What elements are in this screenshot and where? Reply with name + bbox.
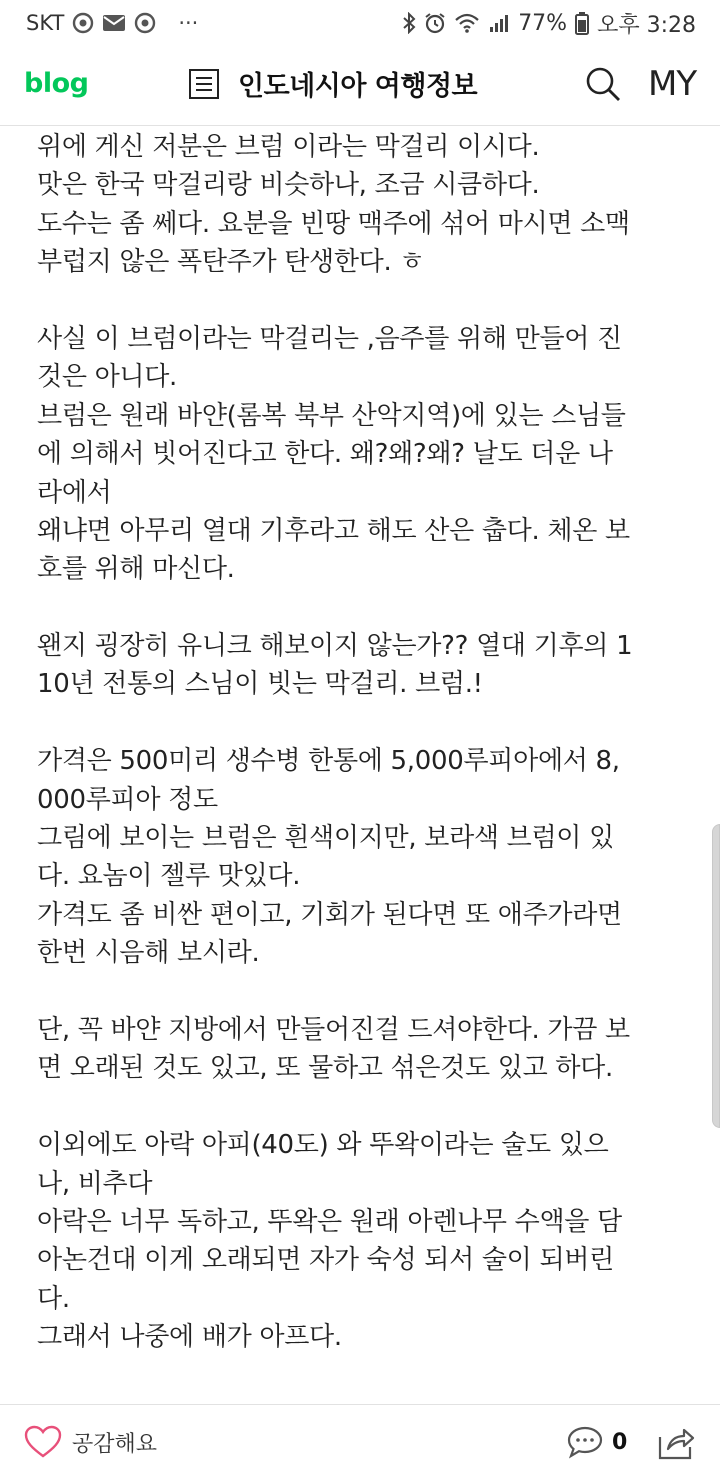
post-line: 10년 전통의 스님이 빗는 막걸리. 브럼.! <box>37 669 483 700</box>
comment-icon <box>566 1425 604 1459</box>
wifi-icon <box>454 12 480 34</box>
post-line: 부럽지 않은 폭탄주가 탄생한다. ㅎ <box>37 247 425 278</box>
like-label: 공감해요 <box>72 1431 158 1457</box>
alarm-icon <box>424 12 446 34</box>
chrome-notification-icon-2 <box>134 12 156 34</box>
bluetooth-icon <box>402 12 416 34</box>
like-button[interactable] <box>24 1425 157 1459</box>
comment-count: 0 <box>612 1429 628 1455</box>
more-notifications-icon: ··· <box>178 10 199 35</box>
post-line: 한번 시음해 보시라. <box>37 938 260 969</box>
post-line: 다. 요놈이 젤루 맛있다. <box>37 861 301 892</box>
clock: 오후 3:28 <box>597 12 696 38</box>
scrollbar-thumb[interactable] <box>712 824 720 1128</box>
post-line: 가격도 좀 비싼 편이고, 기회가 된다면 또 애주가라면 <box>37 899 622 930</box>
post-line: 라에서 <box>37 477 112 508</box>
blog-title-link[interactable] <box>188 64 477 103</box>
post-line: 사실 이 브럼이라는 막걸리는 ,음주를 위해 만들어 진 <box>37 323 622 354</box>
signal-icon <box>488 12 510 34</box>
post-line: 면 오래된 것도 있고, 또 물하고 섞은것도 있고 하다. <box>37 1053 613 1084</box>
comment-button[interactable] <box>566 1425 627 1459</box>
carrier-label: SKT <box>26 11 65 35</box>
battery-icon <box>575 11 589 35</box>
share-icon[interactable] <box>656 1425 696 1461</box>
blank-line <box>37 589 687 627</box>
status-bar <box>0 0 720 46</box>
post-line: 000루피아 정도 <box>37 784 218 815</box>
blog-logo[interactable]: blog <box>24 68 89 99</box>
battery-percent: 77% <box>518 10 568 36</box>
mail-notification-icon <box>102 13 126 33</box>
blank-line <box>37 282 687 320</box>
post-line: 맛은 한국 막걸리랑 비슷하나, 조금 시큼하다. <box>37 170 540 201</box>
page-title: 인도네시아 여행정보 <box>238 71 478 102</box>
blank-line <box>37 1088 687 1126</box>
heart-icon <box>24 1425 62 1459</box>
post-line: 그림에 보이는 브럼은 흰색이지만, 보라색 브럼이 있 <box>37 823 614 854</box>
post-line: 호를 위해 마신다. <box>37 554 235 585</box>
post-line: 그래서 나중에 배가 아프다. <box>37 1322 342 1353</box>
post-line: 브럼은 원래 바얀(롬복 북부 산악지역)에 있는 스님들 <box>37 400 626 431</box>
my-button[interactable]: MY <box>648 64 697 104</box>
post-line: 왜냐면 아무리 열대 기후라고 해도 산은 춥다. 체온 보 <box>37 515 630 546</box>
post-line: 위에 게신 저분은 브럼 이라는 막걸리 이시다. <box>37 132 540 162</box>
post-line: 나, 비추다 <box>37 1168 153 1199</box>
status-right <box>402 8 696 39</box>
post-line: 이외에도 아락 아피(40도) 와 뚜왁이라는 술도 있으 <box>37 1130 609 1161</box>
bottom-action-bar <box>0 1404 720 1480</box>
post-line: 왠지 굉장히 유니크 해보이지 않는가?? 열대 기후의 1 <box>37 631 633 662</box>
post-line: 에 의해서 빗어진다고 한다. 왜?왜?왜? 날도 더운 나 <box>37 439 613 470</box>
chrome-notification-icon <box>72 12 94 34</box>
blank-line <box>37 704 687 742</box>
post-line: 아논건대 이게 오래되면 자가 숙성 되서 술이 되버린 <box>37 1245 614 1276</box>
post-line: 도수는 좀 쎄다. 요분을 빈땅 맥주에 섞어 마시면 소맥 <box>37 208 630 239</box>
post-line: 아락은 너무 독하고, 뚜왁은 원래 아렌나무 수액을 담 <box>37 1206 622 1237</box>
app-header <box>0 46 720 126</box>
post-body <box>37 128 687 1357</box>
post-line: 단, 꼭 바얀 지방에서 만들어진걸 드셔야한다. 가끔 보 <box>37 1014 630 1045</box>
post-line: 가격은 500미리 생수병 한통에 5,000루피아에서 8, <box>37 746 620 777</box>
post-line: 다. <box>37 1283 70 1314</box>
list-icon <box>188 68 220 100</box>
status-left <box>26 11 198 35</box>
search-icon[interactable] <box>585 66 621 102</box>
blank-line <box>37 973 687 1011</box>
post-line: 것은 아니다. <box>37 362 178 393</box>
